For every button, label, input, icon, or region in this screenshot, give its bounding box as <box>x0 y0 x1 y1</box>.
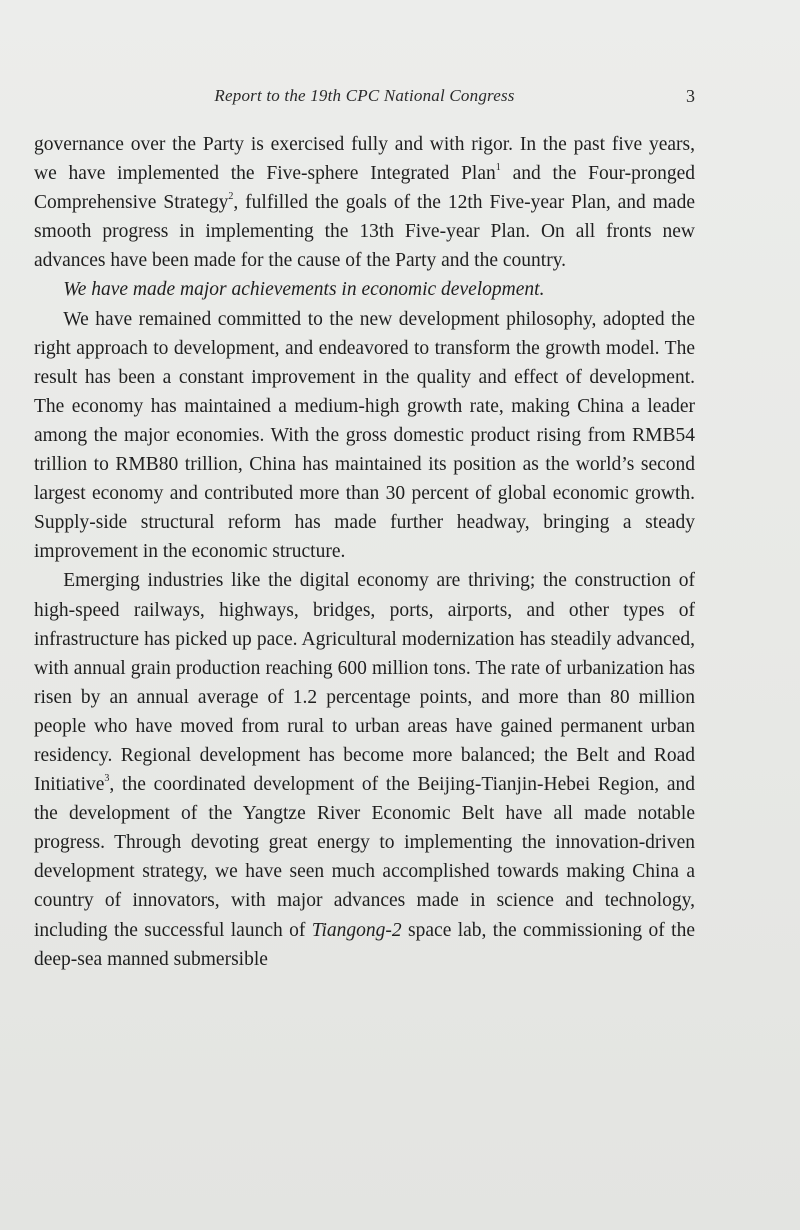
paragraph-1-text-b: and the Four-pronged Comprehensive Strategy <box>34 163 695 214</box>
section-lead-sentence: We have made major achievements in economic development. <box>63 279 545 301</box>
paragraph-1 <box>34 130 695 275</box>
footnote-marker-2: 2 <box>228 191 234 203</box>
page-number: 3 <box>686 86 695 106</box>
paragraph-4 <box>34 566 695 973</box>
paragraph-4-text-b: , the coordinated development of the Beijing-Tianjin-Hebei Region, and the development of the Yangtze River Economic Belt have all made notable progress. Through devoting great energy to implementing the innovation-driven development strategy, we have seen much accomplished towards making China a country of innovators, with major advances made in science and technology, including the successful launch of <box>34 774 695 941</box>
tiangong-italic: Tiangong-2 <box>311 919 402 941</box>
paragraph-4-text-c: space lab, the commissioning of the deep-sea manned submersible <box>34 919 695 970</box>
footnote-marker-3: 3 <box>104 773 110 785</box>
body-text <box>34 130 695 974</box>
paragraph-1-text-a: governance over the Party is exercised fully and with rigor. In the past five years, we have implemented the Five-sphere Integrated Plan <box>34 134 695 185</box>
paragraph-1-text-c: , fulfilled the goals of the 12th Five-year Plan, and made smooth progress in implementing the 13th Five-year Plan. On all fronts new advances have been made for the cause of the Party and the country. <box>34 192 695 272</box>
footnote-marker-1: 1 <box>495 162 501 174</box>
paragraph-4-text-a: Emerging industries like the digital economy are thriving; the construction of high-speed railways, highways, bridges, ports, airports, and other types of infrastructure has picked up pace. Agricultural modernization has steadily advanced, with annual grain production reaching 600 million tons. The rate of urbanization has risen by an annual average of 1.2 percentage points, and more than 80 million people who have moved from rural to urban areas have gained permanent urban residency. Regional development has become more balanced; the Belt and Road Initiative <box>34 570 695 796</box>
page-header <box>34 86 695 114</box>
running-title: Report to the 19th CPC National Congress <box>214 86 515 105</box>
paragraph-3: We have remained committed to the new development philosophy, adopted the right approach to development, and endeavored to transform the growth model. The result has been a constant improvement in the quality and effect of development. The economy has maintained a medium-high growth rate, making China a leader among the major economies. With the gross domestic product rising from RMB54 trillion to RMB80 trillion, China has maintained its position as the world’s second largest economy and contributed more than 30 percent of global economic growth. Supply-side structural reform has made further headway, bringing a steady improvement in the economic structure. <box>34 308 695 563</box>
